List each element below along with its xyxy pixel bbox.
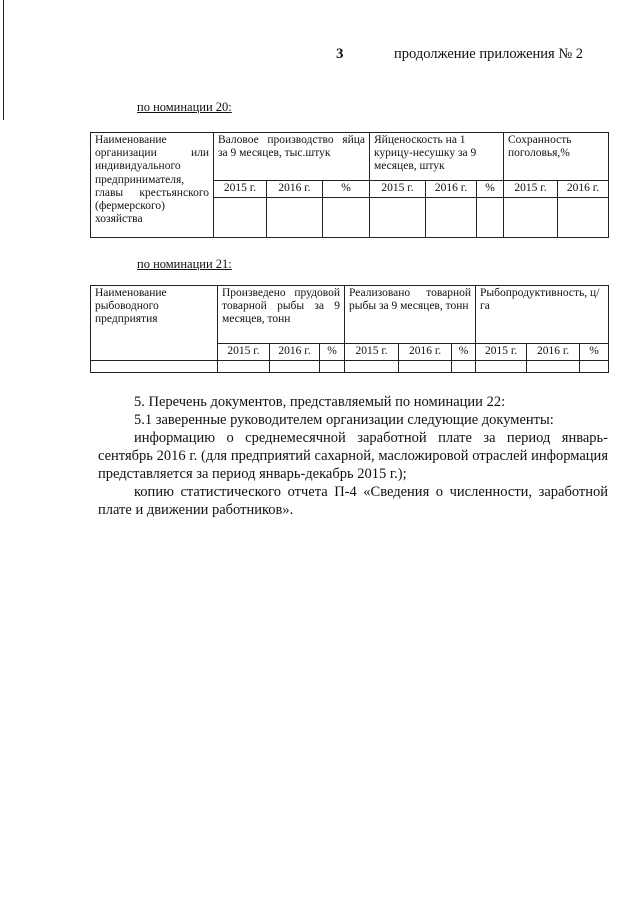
empty-cell xyxy=(218,361,270,373)
subheader-cell: 2015 г. xyxy=(476,344,527,361)
empty-cell xyxy=(558,198,609,238)
subheader-cell: 2016 г. xyxy=(399,344,452,361)
page-header xyxy=(0,46,640,66)
paragraph-statistics-report: копию статистического отчета П-4 «Сведения о численности, заработной плате и движении работников». xyxy=(98,484,608,518)
subheader-cell: % xyxy=(452,344,476,361)
column-organization-name: Наименование организации или индивидуального предпринимателя, главы крестьянского (фермерского) хозяйства xyxy=(91,133,214,238)
subheader-cell: % xyxy=(477,181,504,198)
empty-cell xyxy=(345,361,399,373)
subheader-cell: 2015 г. xyxy=(370,181,426,198)
nomination-20-label: по номинации 20: xyxy=(137,100,232,114)
column-fish-productivity: Рыбопродуктивность, ц/га xyxy=(476,286,609,344)
column-fish-produced: Произведено прудовой товарной рыбы за 9 месяцев, тонн xyxy=(218,286,345,344)
document-body xyxy=(98,393,608,519)
empty-cell xyxy=(323,198,370,238)
empty-cell xyxy=(504,198,558,238)
page-number: 3 xyxy=(336,46,344,62)
nomination-21-label: по номинации 21: xyxy=(137,257,232,271)
empty-cell xyxy=(399,361,452,373)
empty-cell xyxy=(267,198,323,238)
empty-cell xyxy=(320,361,345,373)
empty-cell xyxy=(214,198,267,238)
paragraph-salary-info: информацию о среднемесячной заработной плате за период январь-сентябрь 2016 г. (для предприятий сахарной, масложировой отраслей информация представляется за период январь-декабрь 2015 г.); xyxy=(98,430,608,482)
column-egg-production: Валовое производство яйца за 9 месяцев, тыс.штук xyxy=(214,133,370,181)
subheader-cell: 2015 г. xyxy=(214,181,267,198)
nomination-20-table xyxy=(90,132,609,238)
empty-cell xyxy=(580,361,609,373)
column-fish-sold: Реализовано товарной рыбы за 9 месяцев, тонн xyxy=(345,286,476,344)
subheader-cell: 2015 г. xyxy=(345,344,399,361)
column-egg-laying-rate: Яйценоскость на 1 курицу-несушку за 9 месяцев, штук xyxy=(370,133,504,181)
column-livestock-safety: Сохранность поголовья,% xyxy=(504,133,609,181)
subheader-cell: 2016 г. xyxy=(426,181,477,198)
subheader-cell: 2015 г. xyxy=(218,344,270,361)
empty-cell xyxy=(452,361,476,373)
subheader-cell: 2016 г. xyxy=(527,344,580,361)
subheader-cell: % xyxy=(580,344,609,361)
subheader-cell: 2016 г. xyxy=(267,181,323,198)
column-fish-enterprise-name: Наименование рыбоводного предприятия xyxy=(91,286,218,361)
empty-cell xyxy=(370,198,426,238)
list-item-5: 5. Перечень документов, представляемый по номинации 22: xyxy=(134,394,506,410)
nomination-21-table xyxy=(90,285,609,373)
subheader-cell: 2015 г. xyxy=(504,181,558,198)
empty-cell xyxy=(477,198,504,238)
subheader-cell: 2016 г. xyxy=(558,181,609,198)
list-item-5-1: 5.1 заверенные руководителем организации следующие документы: xyxy=(134,412,554,428)
empty-cell xyxy=(270,361,320,373)
empty-cell xyxy=(91,361,218,373)
empty-cell xyxy=(426,198,477,238)
subheader-cell: % xyxy=(320,344,345,361)
subheader-cell: % xyxy=(323,181,370,198)
empty-cell xyxy=(527,361,580,373)
appendix-continuation: продолжение приложения № 2 xyxy=(394,46,584,62)
subheader-cell: 2016 г. xyxy=(270,344,320,361)
empty-cell xyxy=(476,361,527,373)
